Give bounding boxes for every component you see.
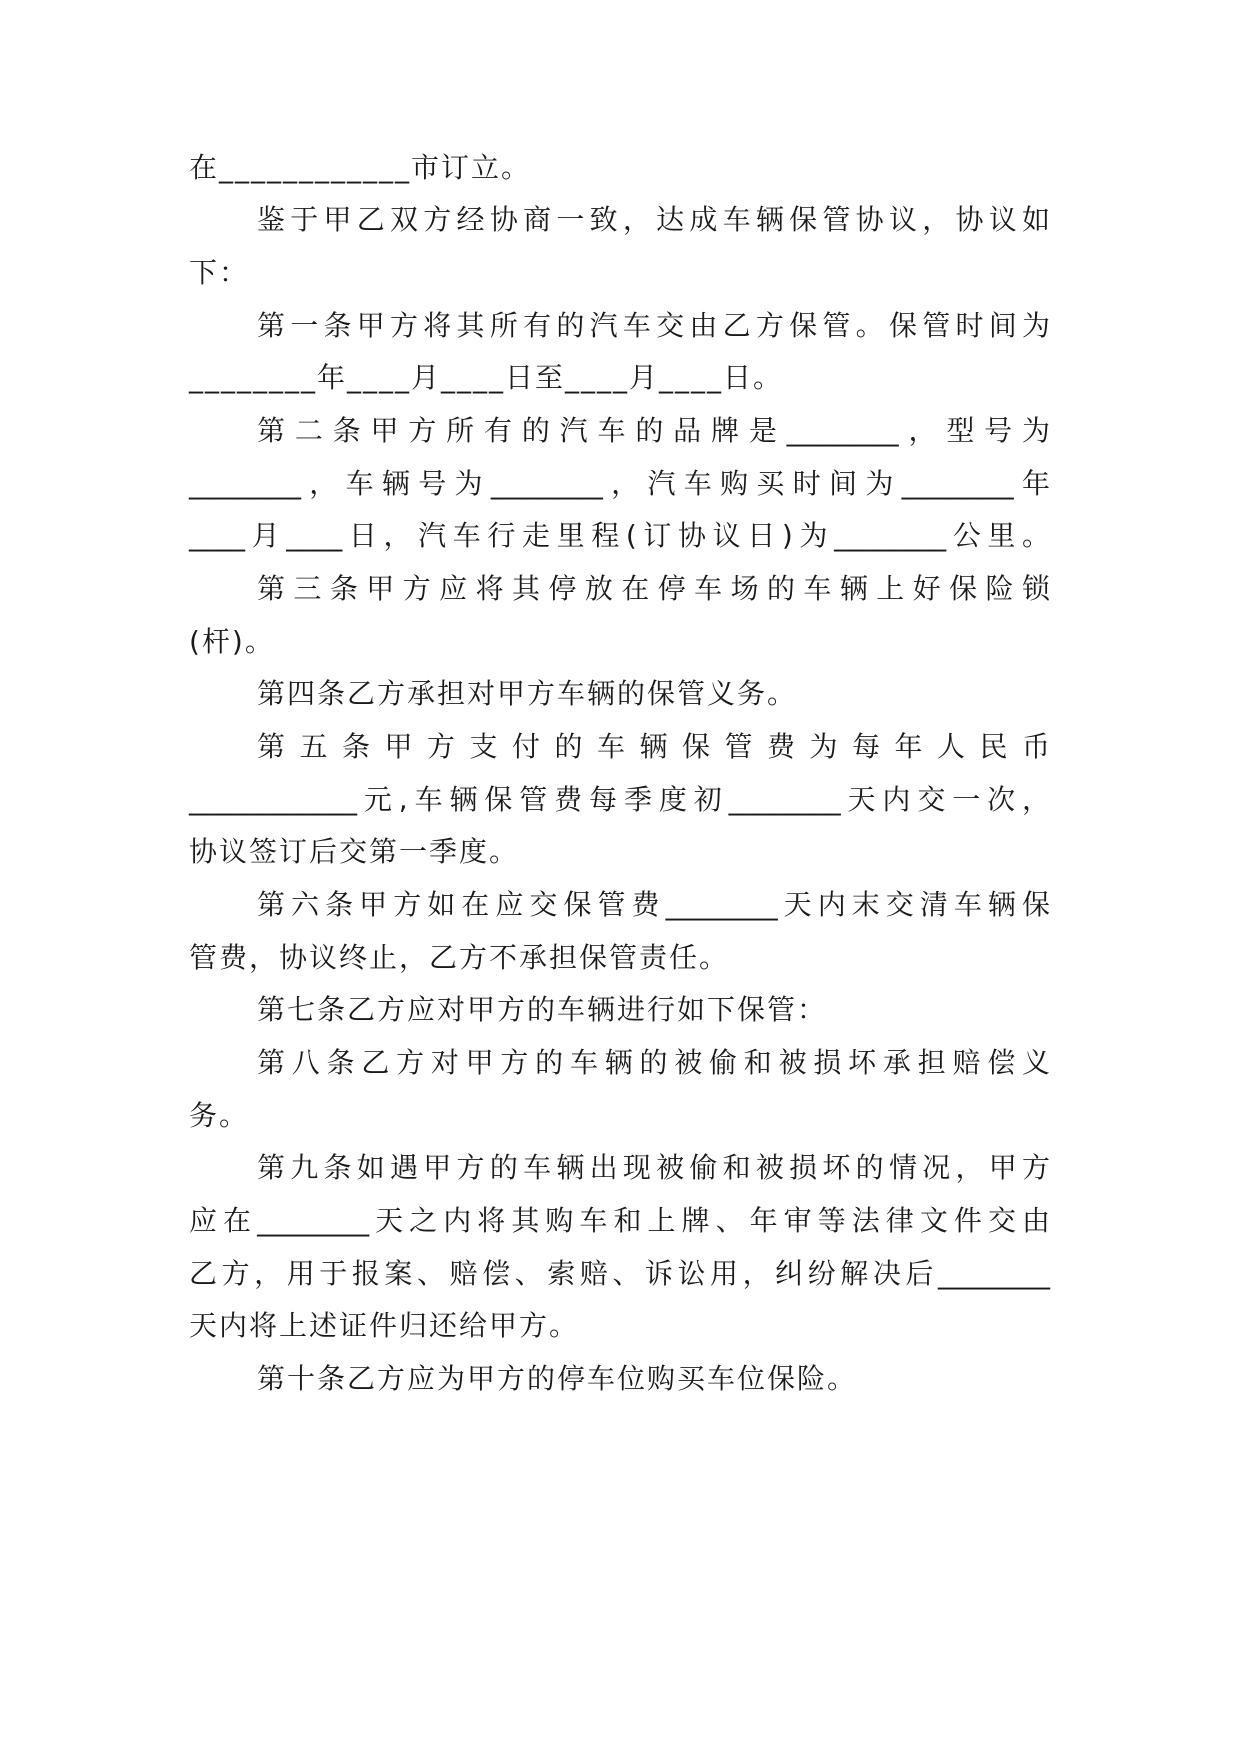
- text-line: ________年____月____日至____月____日。: [189, 361, 784, 394]
- text-line: 第一条甲方将其所有的汽车交由乙方保管。保管时间为: [257, 309, 1050, 342]
- text-line: 下：: [189, 256, 250, 289]
- text-line: 天内将上述证件归还给甲方。: [189, 1309, 580, 1342]
- text-line: 应在________天之内将其购车和上牌、年审等法律文件交由: [189, 1204, 1050, 1237]
- text-line: ________，车辆号为________，汽车购买时间为________年: [189, 467, 1050, 500]
- text-line: 在____________市订立。: [189, 151, 532, 184]
- text-line: 第七条乙方应对甲方的车辆进行如下保管：: [257, 993, 828, 1026]
- text-line: ____月____日，汽车行走里程(订协议日)为________公里。: [189, 519, 1050, 552]
- text-line: 协议签订后交第一季度。: [189, 835, 520, 868]
- text-line: (杆)。: [189, 625, 275, 658]
- text-line: 务。: [189, 1099, 250, 1132]
- text-line: 第三条甲方应将其停放在停车场的车辆上好保险锁: [257, 572, 1050, 605]
- text-line: 第五条甲方支付的车辆保管费为每年人民币: [257, 730, 1050, 763]
- text-line: 第六条甲方如在应交保管费________天内末交清车辆保: [257, 888, 1050, 921]
- text-line: 第十条乙方应为甲方的停车位购买车位保险。: [257, 1362, 858, 1395]
- text-line: 管费，协议终止，乙方不承担保管责任。: [189, 941, 730, 974]
- text-line: 第八条乙方对甲方的车辆的被偷和被损坏承担赔偿义: [257, 1046, 1050, 1079]
- text-line: 鉴于甲乙双方经协商一致，达成车辆保管协议，协议如: [257, 203, 1050, 236]
- text-line: ____________元,车辆保管费每季度初________天内交一次，: [189, 783, 1050, 816]
- text-line: 第二条甲方所有的汽车的品牌是________，型号为: [257, 414, 1050, 447]
- text-line: 第九条如遇甲方的车辆出现被偷和被损坏的情况，甲方: [257, 1151, 1050, 1184]
- text-line: 乙方，用于报案、赔偿、索赔、诉讼用，纠纷解决后________: [189, 1257, 1050, 1290]
- text-line: 第四条乙方承担对甲方车辆的保管义务。: [257, 677, 798, 710]
